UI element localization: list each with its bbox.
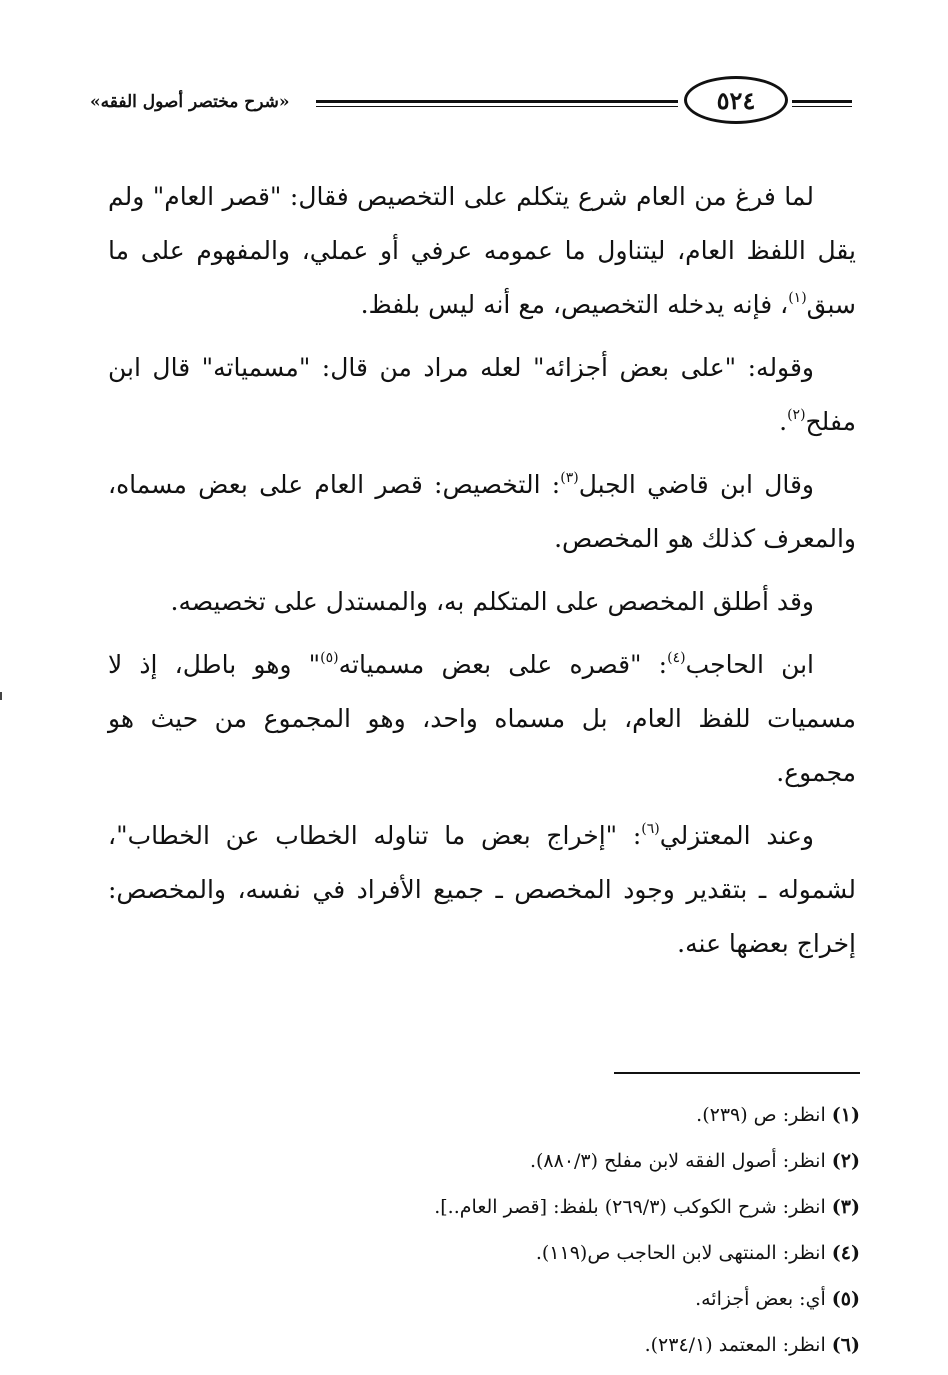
footnote-number: (٦)	[831, 1334, 860, 1356]
footnote-ref: (٣)	[560, 470, 579, 486]
footnote-ref: (٢)	[787, 407, 806, 423]
running-title: «شرح مختصر أصول الفقه»	[90, 92, 290, 112]
footnote-item	[108, 1276, 860, 1322]
paragraph	[108, 341, 856, 449]
header-rule-left-thin	[316, 106, 678, 107]
paragraph-text: .	[779, 407, 788, 436]
paragraph	[108, 170, 856, 332]
page-number-text: ٥٢٤	[716, 85, 756, 115]
footnote-number: (٤)	[831, 1242, 860, 1264]
footnote-item	[108, 1230, 860, 1276]
paragraph-text: : "قصره على بعض مسمياته	[338, 650, 668, 679]
paragraph	[108, 638, 856, 800]
paragraph-text: وقد أطلق المخصص على المتكلم به، والمستدل على تخصيصه.	[170, 587, 814, 616]
footnote-text: انظر: أصول الفقه لابن مفلح (٨٨٠/٣).	[529, 1150, 826, 1172]
paragraph-text: وعند المعتزلي	[659, 821, 814, 850]
footnote-text: انظر: المنتهى لابن الحاجب ص(١١٩).	[535, 1242, 826, 1264]
paragraph-text: ، فإنه يدخله التخصيص، مع أنه ليس بلفظ.	[360, 290, 789, 319]
header-rule-right	[792, 100, 852, 103]
paragraph	[108, 575, 856, 629]
page-number	[684, 76, 788, 124]
footnote-item	[108, 1322, 860, 1368]
paragraph-text: " وهو باطل، إذ لا مسميات للفظ العام، بل مسماه واحد، وهو المجموع من حيث هو مجموع.	[108, 650, 856, 787]
footnote-text: انظر: ص (٢٣٩).	[696, 1104, 826, 1126]
paragraph-text: وقال ابن قاضي الجبل	[578, 470, 814, 499]
scan-edge-mark	[0, 692, 2, 700]
paragraph	[108, 809, 856, 971]
footnote-text: انظر: شرح الكوكب (٢٦٩/٣) بلفظ: [قصر العام..].	[434, 1196, 826, 1218]
header-rule-left	[316, 100, 678, 103]
main-text	[108, 170, 856, 980]
footnote-ref: (٦)	[641, 821, 660, 837]
paragraph	[108, 458, 856, 566]
footnote-text: أي: بعض أجزائه.	[695, 1288, 826, 1310]
footnote-ref: (٥)	[320, 650, 339, 666]
paragraph-text: : "إخراج بعض ما تناوله الخطاب عن الخطاب"، لشموله ـ بتقدير وجود المخصص ـ جميع الأفراد في نفسه، والمخصص: إخراج بعضها عنه.	[108, 821, 856, 958]
footnote-number: (٢)	[831, 1150, 860, 1172]
paragraph-text: لما فرغ من العام شرع يتكلم على التخصيص فقال: "قصر العام" ولم يقل اللفظ العام، ليتناول ما عمومه عرفي أو عملي، والمفهوم على ما سبق	[108, 182, 856, 319]
paragraph-text: ابن الحاجب	[685, 650, 815, 679]
footnote-ref: (١)	[788, 290, 807, 306]
footnote-number: (٣)	[831, 1196, 860, 1218]
footnote-ref: (٤)	[667, 650, 686, 666]
page-header	[80, 72, 870, 132]
footnote-number: (١)	[831, 1104, 860, 1126]
footnote-number: (٥)	[831, 1288, 860, 1310]
footnote-text: انظر: المعتمد (٢٣٤/١).	[644, 1334, 826, 1356]
header-rule-right-thin	[792, 106, 852, 107]
footnotes	[108, 1092, 860, 1368]
footnote-separator	[614, 1072, 860, 1074]
footnote-item	[108, 1184, 860, 1230]
footnote-item	[108, 1092, 860, 1138]
paragraph-text: : التخصيص: قصر العام على بعض مسماه، والمعرف كذلك هو المخصص.	[108, 470, 856, 553]
footnote-item	[108, 1138, 860, 1184]
paragraph-text: وقوله: "على بعض أجزائه" لعله مراد من قال: "مسمياته" قال ابن مفلح	[108, 353, 856, 436]
